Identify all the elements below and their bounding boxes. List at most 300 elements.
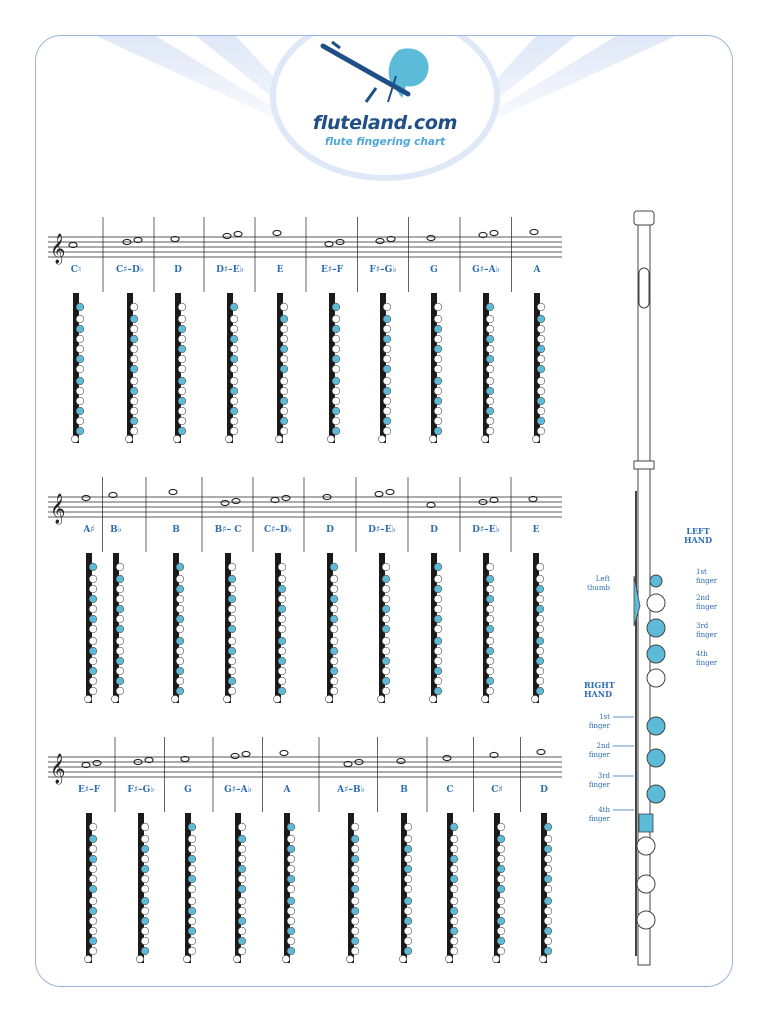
flute-key bbox=[130, 355, 138, 363]
flute-key bbox=[325, 695, 332, 702]
flute-key bbox=[383, 325, 391, 333]
flute-key bbox=[383, 345, 391, 353]
flute-key bbox=[238, 823, 246, 831]
flute-key bbox=[332, 315, 340, 323]
right-hand-key bbox=[647, 717, 665, 735]
flute-key bbox=[116, 575, 124, 583]
flute-key bbox=[89, 605, 97, 613]
flute-key bbox=[111, 695, 118, 702]
flute-key bbox=[450, 823, 458, 831]
notehead bbox=[231, 753, 239, 758]
flute-key bbox=[230, 417, 238, 425]
notehead bbox=[530, 229, 538, 234]
flute-key bbox=[116, 595, 124, 603]
flute-key bbox=[486, 397, 494, 405]
flute-key bbox=[178, 365, 186, 373]
flute-key bbox=[280, 315, 288, 323]
flute-key bbox=[178, 427, 186, 435]
flute-key bbox=[486, 585, 494, 593]
flute-key bbox=[278, 625, 286, 633]
flute-key bbox=[136, 955, 143, 962]
flute-key bbox=[178, 345, 186, 353]
flute-key bbox=[434, 595, 442, 603]
flute-key bbox=[278, 667, 286, 675]
flute-key bbox=[287, 927, 295, 935]
flute-key bbox=[434, 667, 442, 675]
flute-key bbox=[89, 875, 97, 883]
flute-key bbox=[544, 907, 552, 915]
note-label: A bbox=[533, 265, 541, 275]
flute-key bbox=[434, 575, 442, 583]
flute-key bbox=[228, 657, 236, 665]
flute-key bbox=[89, 575, 97, 583]
fingering-row-2 bbox=[48, 477, 562, 703]
flute-key bbox=[351, 907, 359, 915]
flute-key bbox=[332, 345, 340, 353]
flute-key bbox=[537, 397, 545, 405]
flute-key bbox=[450, 855, 458, 863]
flute-key bbox=[89, 563, 97, 571]
note-label: E bbox=[276, 265, 284, 275]
flute-key bbox=[278, 677, 286, 685]
notehead bbox=[386, 489, 394, 494]
notehead bbox=[397, 758, 405, 763]
flute-key bbox=[382, 615, 390, 623]
flute-key bbox=[537, 303, 545, 311]
notehead bbox=[490, 230, 498, 235]
flute-key bbox=[188, 907, 196, 915]
treble-clef-icon: 𝄞 bbox=[50, 754, 66, 784]
flute-key bbox=[278, 615, 286, 623]
flute-key bbox=[238, 927, 246, 935]
notehead bbox=[232, 498, 240, 503]
left-finger-label: 4th finger bbox=[696, 650, 718, 667]
flute-key bbox=[178, 417, 186, 425]
flute-key bbox=[130, 427, 138, 435]
flute-key bbox=[486, 687, 494, 695]
flute-key bbox=[434, 345, 442, 353]
flute-key bbox=[141, 845, 149, 853]
flute-key bbox=[486, 427, 494, 435]
flute-key bbox=[429, 435, 436, 442]
flute-key bbox=[238, 897, 246, 905]
flute-key bbox=[486, 315, 494, 323]
flute-key bbox=[89, 885, 97, 893]
flute-key bbox=[130, 365, 138, 373]
flute-key bbox=[141, 875, 149, 883]
flute-key bbox=[141, 917, 149, 925]
flute-key bbox=[230, 303, 238, 311]
flute-key bbox=[89, 637, 97, 645]
flute-key bbox=[434, 377, 442, 385]
flute-key bbox=[382, 625, 390, 633]
flute-key bbox=[188, 855, 196, 863]
note-label: C♯ bbox=[491, 785, 503, 795]
flute-key bbox=[332, 365, 340, 373]
flute-key bbox=[176, 563, 184, 571]
flute-key bbox=[238, 937, 246, 945]
flute-key bbox=[536, 687, 544, 695]
flute-key bbox=[176, 667, 184, 675]
flute-key bbox=[445, 955, 452, 962]
flute-key bbox=[486, 387, 494, 395]
flute-key bbox=[287, 917, 295, 925]
flute-key bbox=[486, 575, 494, 583]
flute-key bbox=[450, 907, 458, 915]
flute-key bbox=[178, 407, 186, 415]
flute-key bbox=[228, 575, 236, 583]
flute-key bbox=[116, 667, 124, 675]
flute-key bbox=[330, 667, 338, 675]
flute-key bbox=[330, 687, 338, 695]
notehead bbox=[82, 495, 90, 500]
flute-key bbox=[450, 885, 458, 893]
flute-key bbox=[486, 345, 494, 353]
flute-key bbox=[89, 865, 97, 873]
flute-key bbox=[544, 865, 552, 873]
flute-key bbox=[434, 355, 442, 363]
notehead bbox=[242, 751, 250, 756]
flute-key bbox=[404, 897, 412, 905]
flute-key bbox=[188, 875, 196, 883]
flute-key bbox=[280, 427, 288, 435]
flute-key bbox=[330, 647, 338, 655]
flute-key bbox=[228, 563, 236, 571]
flute-key bbox=[450, 865, 458, 873]
notehead bbox=[375, 491, 383, 496]
flute-key bbox=[76, 365, 84, 373]
flute-key bbox=[434, 407, 442, 415]
flute-key bbox=[230, 365, 238, 373]
note-label: A bbox=[283, 785, 291, 795]
flute-key bbox=[383, 315, 391, 323]
flute-key bbox=[434, 687, 442, 695]
note-label: B bbox=[172, 525, 180, 535]
flute-key bbox=[278, 563, 286, 571]
flute-key bbox=[434, 303, 442, 311]
flute-diagram bbox=[584, 211, 718, 965]
flute-key bbox=[404, 875, 412, 883]
flute-key bbox=[537, 365, 545, 373]
notehead bbox=[234, 231, 242, 236]
flute-key bbox=[486, 677, 494, 685]
flute-key bbox=[537, 407, 545, 415]
flute-key bbox=[486, 407, 494, 415]
flute-key bbox=[537, 325, 545, 333]
flute-key bbox=[188, 845, 196, 853]
notehead bbox=[169, 489, 177, 494]
note-label: B♯– C bbox=[214, 525, 242, 535]
flute-key bbox=[330, 575, 338, 583]
flute-key bbox=[89, 647, 97, 655]
flute-key bbox=[228, 625, 236, 633]
pinky-key bbox=[639, 814, 653, 832]
right-finger-label: 1st finger bbox=[588, 713, 610, 730]
flute-key bbox=[382, 595, 390, 603]
flute-key bbox=[330, 585, 338, 593]
flute-key bbox=[176, 647, 184, 655]
flute-key bbox=[280, 417, 288, 425]
left-finger-label: 3rd finger bbox=[696, 622, 718, 639]
flute-key bbox=[330, 563, 338, 571]
flute-key bbox=[404, 845, 412, 853]
flute-key bbox=[537, 387, 545, 395]
flute-key bbox=[176, 585, 184, 593]
flute-key bbox=[434, 585, 442, 593]
notehead bbox=[223, 233, 231, 238]
flute-key bbox=[450, 917, 458, 925]
note-label: C♯–D♭ bbox=[115, 265, 145, 275]
flute-key bbox=[544, 855, 552, 863]
flute-key bbox=[536, 575, 544, 583]
flute-key bbox=[76, 315, 84, 323]
notehead bbox=[443, 755, 451, 760]
flute-key bbox=[282, 955, 289, 962]
flute-key bbox=[434, 365, 442, 373]
flute-key bbox=[544, 897, 552, 905]
flute-key bbox=[130, 345, 138, 353]
brand-name: fluteland.com bbox=[312, 112, 458, 134]
flute-key bbox=[330, 637, 338, 645]
right-hand-title: RIGHT HAND bbox=[584, 680, 615, 699]
flute-key bbox=[287, 885, 295, 893]
notehead bbox=[273, 230, 281, 235]
flute-key bbox=[351, 927, 359, 935]
flute-key bbox=[351, 937, 359, 945]
crown-cap bbox=[634, 211, 654, 225]
flute-key bbox=[141, 897, 149, 905]
flute-key bbox=[280, 407, 288, 415]
flute-key bbox=[536, 563, 544, 571]
note-label: E♯–F bbox=[320, 265, 344, 275]
flute-key bbox=[486, 325, 494, 333]
flute-key bbox=[536, 585, 544, 593]
right-finger-label: 2nd finger bbox=[588, 742, 610, 759]
flute-key bbox=[89, 615, 97, 623]
fingering-chart bbox=[36, 36, 733, 987]
flute-key bbox=[351, 823, 359, 831]
flute-key bbox=[176, 595, 184, 603]
flute-key bbox=[188, 835, 196, 843]
flute-key bbox=[141, 927, 149, 935]
flute-key bbox=[332, 377, 340, 385]
flute-key bbox=[141, 947, 149, 955]
flute-key bbox=[383, 355, 391, 363]
flute-key bbox=[434, 427, 442, 435]
flute-key bbox=[332, 355, 340, 363]
flute-key bbox=[116, 687, 124, 695]
flute-key bbox=[497, 855, 505, 863]
flute-key bbox=[116, 637, 124, 645]
note-label: F♯–G♭ bbox=[127, 785, 155, 795]
flute-key bbox=[280, 377, 288, 385]
flute-key bbox=[89, 917, 97, 925]
flute-key bbox=[130, 303, 138, 311]
flute-key bbox=[351, 897, 359, 905]
flute-key bbox=[450, 897, 458, 905]
flute-key bbox=[544, 947, 552, 955]
flute-key bbox=[89, 625, 97, 633]
flute-key bbox=[238, 835, 246, 843]
flute-key bbox=[225, 435, 232, 442]
flute-key bbox=[84, 695, 91, 702]
flute-key bbox=[536, 647, 544, 655]
flute-key bbox=[497, 865, 505, 873]
flute-key bbox=[434, 625, 442, 633]
flute-key bbox=[228, 677, 236, 685]
flute-key bbox=[332, 397, 340, 405]
flute-key bbox=[183, 955, 190, 962]
flute-key bbox=[178, 377, 186, 385]
flute-key bbox=[278, 687, 286, 695]
left-hand-key bbox=[647, 619, 665, 637]
flute-key bbox=[287, 907, 295, 915]
flute-key bbox=[89, 927, 97, 935]
flute-key bbox=[176, 637, 184, 645]
flute-key bbox=[141, 885, 149, 893]
flute-key bbox=[351, 855, 359, 863]
flute-key bbox=[399, 955, 406, 962]
flute-key bbox=[178, 355, 186, 363]
flute-key bbox=[434, 315, 442, 323]
flute-key bbox=[230, 377, 238, 385]
left-hand-key bbox=[647, 645, 665, 663]
flute-key bbox=[497, 835, 505, 843]
flute-key bbox=[89, 937, 97, 945]
note-label: D bbox=[174, 265, 182, 275]
flute-key bbox=[130, 315, 138, 323]
flute-key bbox=[404, 947, 412, 955]
flute-key bbox=[450, 835, 458, 843]
flute-key bbox=[188, 865, 196, 873]
flute-key bbox=[76, 335, 84, 343]
flute-key bbox=[404, 927, 412, 935]
flute-key bbox=[404, 917, 412, 925]
flute-key bbox=[230, 387, 238, 395]
foot-key bbox=[637, 911, 655, 929]
flute-key bbox=[278, 575, 286, 583]
flute-key bbox=[230, 427, 238, 435]
flute-key bbox=[116, 647, 124, 655]
left-hand-key bbox=[650, 575, 662, 587]
flute-key bbox=[188, 947, 196, 955]
flute-key bbox=[89, 823, 97, 831]
flute-key bbox=[176, 615, 184, 623]
flute-key bbox=[537, 427, 545, 435]
flute-key bbox=[486, 563, 494, 571]
right-finger-label: 3rd finger bbox=[588, 772, 610, 789]
flute-key bbox=[434, 397, 442, 405]
flute-key bbox=[434, 335, 442, 343]
flute-key bbox=[287, 897, 295, 905]
flute-key bbox=[536, 615, 544, 623]
flute-key bbox=[497, 907, 505, 915]
flute-key bbox=[537, 355, 545, 363]
flute-key bbox=[497, 937, 505, 945]
flute-key bbox=[486, 615, 494, 623]
flute-key bbox=[280, 387, 288, 395]
note-label: G♯–A♭ bbox=[472, 265, 500, 275]
flute-key bbox=[450, 937, 458, 945]
flute-key bbox=[481, 695, 488, 702]
flute-key bbox=[130, 397, 138, 405]
notehead bbox=[427, 235, 435, 240]
flute-key bbox=[536, 667, 544, 675]
flute-key bbox=[537, 315, 545, 323]
flute-key bbox=[125, 435, 132, 442]
flute-key bbox=[287, 947, 295, 955]
flute-key bbox=[332, 335, 340, 343]
flute-key bbox=[89, 897, 97, 905]
flute-key bbox=[450, 845, 458, 853]
flute-key bbox=[141, 855, 149, 863]
flute-key bbox=[188, 885, 196, 893]
flute-key bbox=[383, 365, 391, 373]
flute-key bbox=[537, 345, 545, 353]
flute-key bbox=[89, 585, 97, 593]
embouchure-hole bbox=[639, 268, 649, 308]
flute-key bbox=[544, 885, 552, 893]
flute-key bbox=[383, 377, 391, 385]
flute-key bbox=[130, 417, 138, 425]
flute-key bbox=[486, 605, 494, 613]
flute-key bbox=[351, 865, 359, 873]
flute-key bbox=[76, 345, 84, 353]
flute-key bbox=[141, 835, 149, 843]
flute-key bbox=[434, 637, 442, 645]
fingering-row-3 bbox=[48, 737, 562, 963]
flute-key bbox=[76, 325, 84, 333]
flute-key bbox=[228, 605, 236, 613]
flute-key bbox=[116, 615, 124, 623]
flute-key bbox=[228, 667, 236, 675]
flute-key bbox=[230, 355, 238, 363]
flute-key bbox=[89, 947, 97, 955]
note-label: G♯–A♭ bbox=[224, 785, 252, 795]
right-finger-label: 4th finger bbox=[588, 806, 610, 823]
flute-key bbox=[434, 615, 442, 623]
flute-key bbox=[280, 335, 288, 343]
flute-key bbox=[116, 585, 124, 593]
note-label: D bbox=[540, 785, 548, 795]
left-finger-label: 2nd finger bbox=[696, 594, 718, 611]
flute-key bbox=[332, 387, 340, 395]
flute-key bbox=[382, 667, 390, 675]
note-label: G bbox=[184, 785, 192, 795]
flute-key bbox=[116, 677, 124, 685]
treble-clef-icon: 𝄞 bbox=[50, 494, 66, 524]
flute-key bbox=[536, 657, 544, 665]
flute-key bbox=[223, 695, 230, 702]
flute-key bbox=[434, 417, 442, 425]
flute-key bbox=[434, 563, 442, 571]
flute-key bbox=[332, 303, 340, 311]
flute-key bbox=[238, 855, 246, 863]
flute-key bbox=[330, 605, 338, 613]
flute-key bbox=[330, 615, 338, 623]
flute-key bbox=[278, 605, 286, 613]
left-finger-label: 1st finger bbox=[696, 568, 718, 585]
flute-key bbox=[544, 823, 552, 831]
flute-key bbox=[404, 907, 412, 915]
note-label: C♮ bbox=[70, 265, 82, 275]
flute-key bbox=[536, 595, 544, 603]
flute-key bbox=[89, 907, 97, 915]
note-label: A♯–B♭ bbox=[337, 785, 365, 795]
flute-key bbox=[544, 937, 552, 945]
note-label: C bbox=[446, 785, 454, 795]
flute-key bbox=[332, 427, 340, 435]
